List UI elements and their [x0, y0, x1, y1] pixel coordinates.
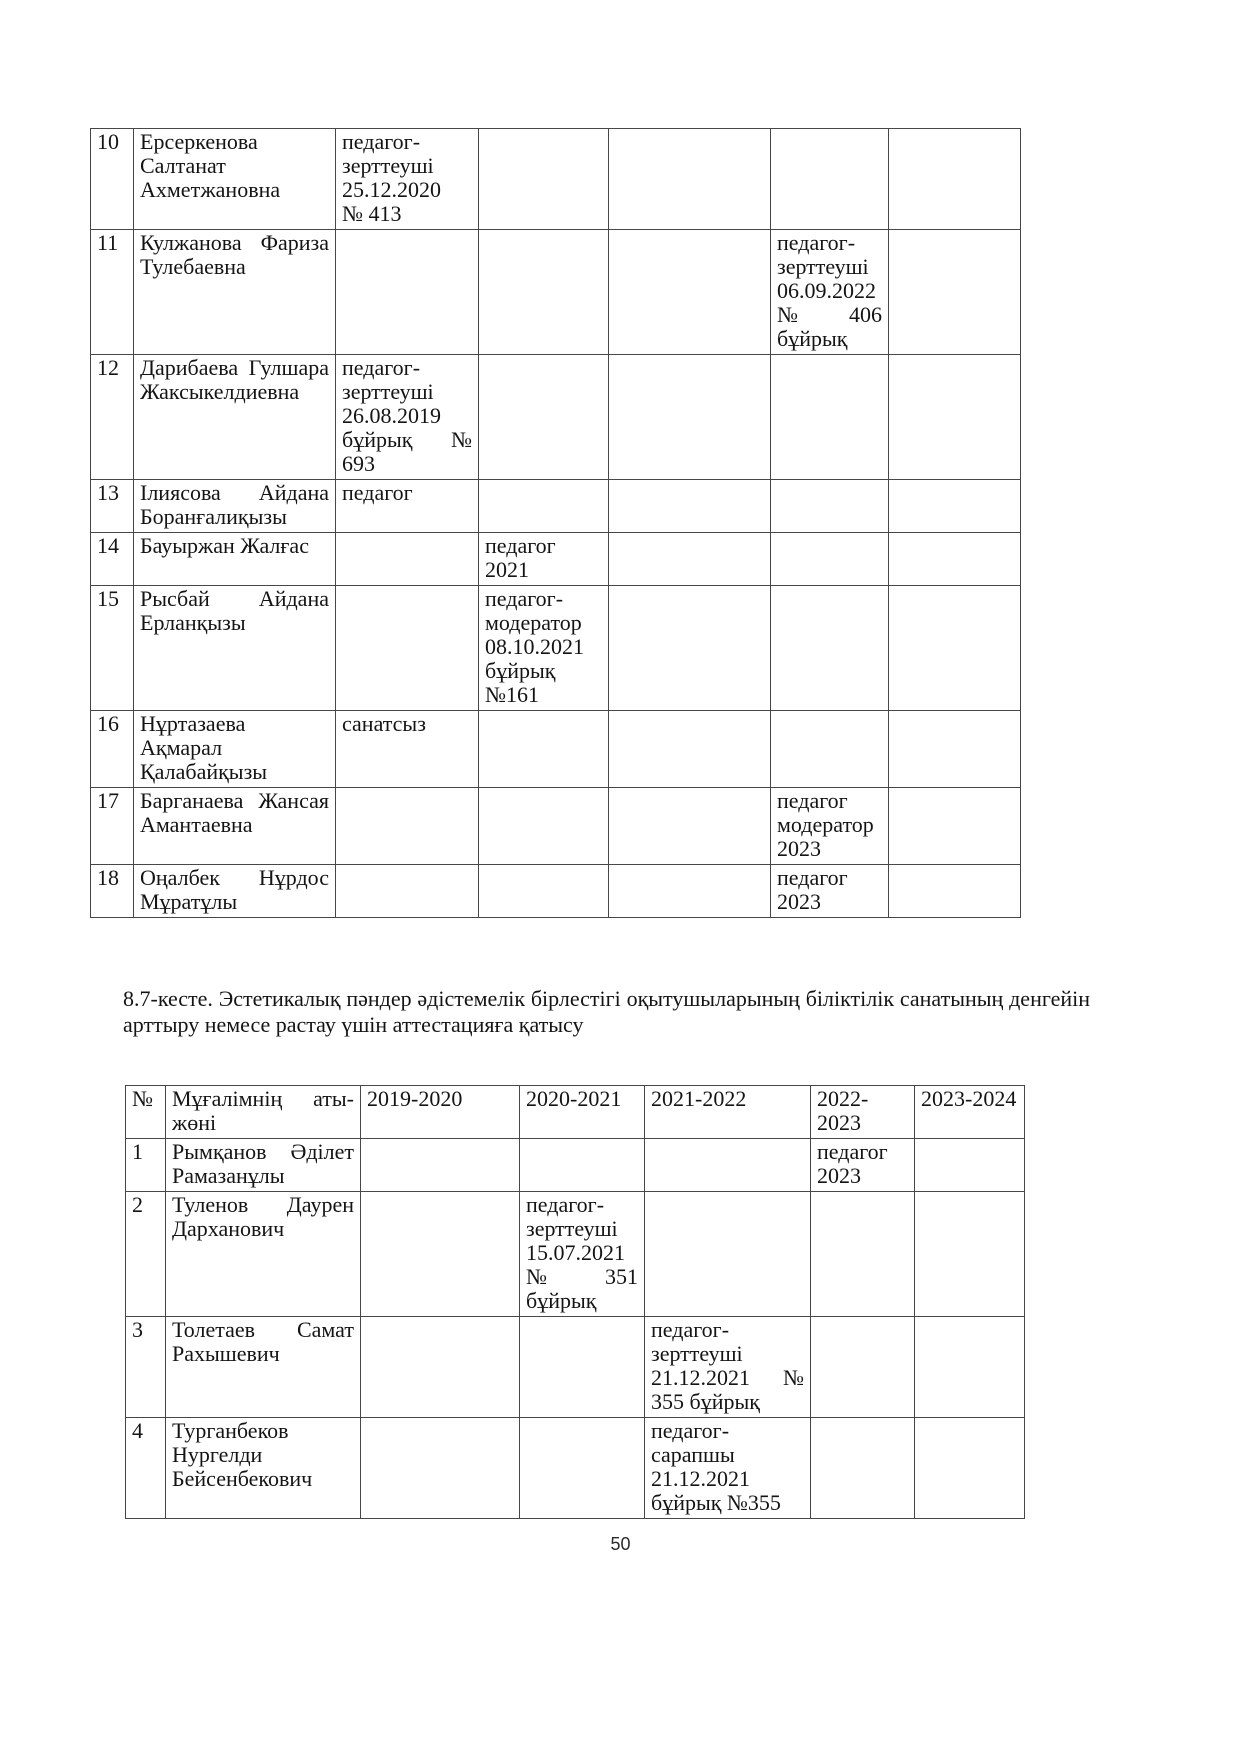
year-category-cell: педагог-зерттеуші 15.07.2021 № 351 бұйрық [520, 1192, 645, 1317]
qualification-table-continued [90, 128, 1021, 918]
header-year-2019-2020: 2019-2020 [361, 1086, 520, 1139]
row-number-cell: 11 [91, 230, 134, 355]
year-category-cell [609, 129, 771, 230]
year-category-cell [479, 711, 609, 788]
header-year-2021-2022: 2021-2022 [645, 1086, 811, 1139]
year-category-cell [889, 788, 1021, 865]
header-number: № [126, 1086, 166, 1139]
year-category-cell [915, 1192, 1025, 1317]
header-row [126, 1086, 1025, 1139]
year-category-cell [811, 1192, 915, 1317]
year-category-cell: педагог [336, 480, 479, 533]
teacher-name-cell: Оңалбек Нұрдос Мұратұлы [134, 865, 336, 918]
table-row [91, 533, 1021, 586]
teacher-name-cell: Барганаева Жансая Амантаевна [134, 788, 336, 865]
year-category-cell: педагог-зерттеуші 25.12.2020 № 413 [336, 129, 479, 230]
year-category-cell: педагог 2023 [811, 1139, 915, 1192]
year-category-cell [889, 480, 1021, 533]
year-category-cell [479, 129, 609, 230]
row-number-cell: 12 [91, 355, 134, 480]
year-category-cell [336, 586, 479, 711]
year-category-cell [336, 865, 479, 918]
year-category-cell [609, 533, 771, 586]
year-category-cell: педагог-зерттеуші 26.08.2019 бұйрық № 693 [336, 355, 479, 480]
teacher-name-cell: Дарибаева Гулшара Жаксыкелдиевна [134, 355, 336, 480]
year-category-cell [609, 586, 771, 711]
table-row [91, 230, 1021, 355]
year-category-cell [645, 1192, 811, 1317]
year-category-cell: педагог-модератор 08.10.2021 бұйрық №161 [479, 586, 609, 711]
teacher-name-cell: Турганбеков Нургелди Бейсенбекович [166, 1418, 361, 1519]
year-category-cell [915, 1139, 1025, 1192]
table-row [126, 1418, 1025, 1519]
year-category-cell [479, 480, 609, 533]
row-number-cell: 13 [91, 480, 134, 533]
year-category-cell [771, 711, 889, 788]
year-category-cell [609, 711, 771, 788]
year-category-cell [479, 230, 609, 355]
year-category-cell [336, 788, 479, 865]
header-year-2022-2023: 2022-2023 [811, 1086, 915, 1139]
table-row [91, 711, 1021, 788]
year-category-cell [771, 480, 889, 533]
teacher-name-cell: Нұртазаева Ақмарал Қалабайқызы [134, 711, 336, 788]
row-number-cell: 17 [91, 788, 134, 865]
row-number-cell: 16 [91, 711, 134, 788]
qualification-table-esthetic-subjects [125, 1085, 1025, 1519]
year-category-cell: педагог 2021 [479, 533, 609, 586]
row-number-cell: 2 [126, 1192, 166, 1317]
row-number-cell: 14 [91, 533, 134, 586]
table-body [126, 1139, 1025, 1519]
teacher-name-cell: Бауыржан Жалғас [134, 533, 336, 586]
table-row [91, 355, 1021, 480]
table-body [91, 129, 1021, 918]
row-number-cell: 18 [91, 865, 134, 918]
row-number-cell: 1 [126, 1139, 166, 1192]
year-category-cell [915, 1317, 1025, 1418]
table-row [91, 865, 1021, 918]
year-category-cell [645, 1139, 811, 1192]
table-row [126, 1139, 1025, 1192]
teacher-name-cell: Рысбай Айдана Ерланқызы [134, 586, 336, 711]
year-category-cell [361, 1317, 520, 1418]
teacher-name-cell: Кулжанова Фариза Тулебаевна [134, 230, 336, 355]
row-number-cell: 15 [91, 586, 134, 711]
table-row [126, 1192, 1025, 1317]
year-category-cell: санатсыз [336, 711, 479, 788]
year-category-cell [889, 230, 1021, 355]
year-category-cell [771, 533, 889, 586]
table-row [91, 788, 1021, 865]
teacher-name-cell: Толетаев Самат Рахышевич [166, 1317, 361, 1418]
year-category-cell [520, 1139, 645, 1192]
row-number-cell: 3 [126, 1317, 166, 1418]
year-category-cell [520, 1317, 645, 1418]
year-category-cell: педагог-сарапшы 21.12.2021 бұйрық №355 [645, 1418, 811, 1519]
header-year-2020-2021: 2020-2021 [520, 1086, 645, 1139]
teacher-name-cell: Ілиясова Айдана Боранғалиқызы [134, 480, 336, 533]
year-category-cell: педагог модератор 2023 [771, 788, 889, 865]
year-category-cell [336, 533, 479, 586]
header-teacher-name: Мұғалімнің аты-жөні [166, 1086, 361, 1139]
header-year-2023-2024: 2023-2024 [915, 1086, 1025, 1139]
teacher-name-cell: Рымқанов Әділет Рамазанұлы [166, 1139, 361, 1192]
year-category-cell [479, 865, 609, 918]
year-category-cell [609, 788, 771, 865]
table-caption: 8.7-кесте. Эстетикалық пәндер әдістемелік бірлестігі оқытушыларының біліктілік санатының денгейін арттыру немесе растау үшін аттестацияға қатысу [123, 986, 1090, 1037]
year-category-cell [361, 1192, 520, 1317]
year-category-cell [889, 129, 1021, 230]
year-category-cell [520, 1418, 645, 1519]
row-number-cell: 10 [91, 129, 134, 230]
year-category-cell [889, 586, 1021, 711]
table-row [126, 1317, 1025, 1418]
table-row [91, 129, 1021, 230]
year-category-cell [889, 355, 1021, 480]
year-category-cell: педагог 2023 [771, 865, 889, 918]
row-number-cell: 4 [126, 1418, 166, 1519]
year-category-cell [609, 355, 771, 480]
table-row [91, 586, 1021, 711]
teacher-name-cell: Ерсеркенова Салтанат Ахметжановна [134, 129, 336, 230]
year-category-cell [811, 1317, 915, 1418]
year-category-cell [889, 711, 1021, 788]
year-category-cell [771, 129, 889, 230]
year-category-cell [771, 355, 889, 480]
year-category-cell [361, 1418, 520, 1519]
year-category-cell [915, 1418, 1025, 1519]
year-category-cell [609, 865, 771, 918]
year-category-cell [771, 586, 889, 711]
year-category-cell [889, 533, 1021, 586]
year-category-cell [609, 230, 771, 355]
year-category-cell [479, 788, 609, 865]
year-category-cell [889, 865, 1021, 918]
table-row [91, 480, 1021, 533]
year-category-cell: педагог-зерттеуші 06.09.2022 №406 бұйрық [771, 230, 889, 355]
year-category-cell [811, 1418, 915, 1519]
teacher-name-cell: Туленов Даурен Дарханович [166, 1192, 361, 1317]
page-number: 50 [610, 1534, 631, 1554]
year-category-cell [336, 230, 479, 355]
year-category-cell [361, 1139, 520, 1192]
year-category-cell: педагог-зерттеуші 21.12.2021 № 355 бұйрық [645, 1317, 811, 1418]
year-category-cell [479, 355, 609, 480]
year-category-cell [609, 480, 771, 533]
